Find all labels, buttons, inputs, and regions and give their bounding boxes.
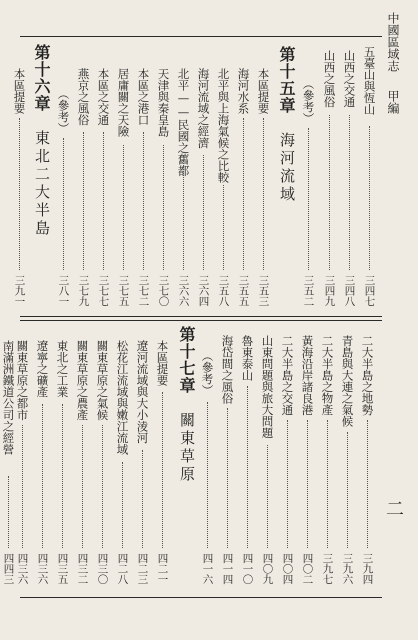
- toc-entry-page: 四〇九: [261, 553, 274, 585]
- toc-leader: [327, 420, 329, 548]
- chapter-number: 第十六章: [32, 44, 51, 112]
- toc-leader: [227, 408, 229, 548]
- toc-entry-page: 三九四: [361, 553, 374, 585]
- toc-entry-title: 遼河流域與大小淩河: [135, 340, 150, 444]
- toc-entry-title: 南滿洲鐵道公司之經營: [1, 340, 16, 455]
- toc-entry-title: （參考）: [56, 88, 71, 134]
- toc-leader: [143, 132, 145, 270]
- toc-leader: [42, 404, 44, 548]
- toc-entry-page: 四二一: [156, 553, 169, 585]
- toc-entry-page: 三六六: [177, 275, 190, 307]
- toc-leader: [102, 425, 104, 548]
- header-book-title: 中國區域志: [386, 12, 400, 72]
- toc-entry-page: 三九六: [341, 553, 354, 585]
- toc-entry-title: 燕京之風俗: [76, 68, 91, 126]
- toc-entry-page: 四三六: [36, 553, 49, 585]
- toc-leader: [163, 145, 165, 270]
- toc-entry-page: 四三六: [16, 553, 29, 585]
- toc-entry-title: 海岱間之風俗: [220, 335, 235, 404]
- toc-entry-page: 四〇四: [281, 553, 294, 585]
- toc-leader: [329, 115, 331, 270]
- toc-entry-page: 三四九: [323, 275, 336, 307]
- toc-entry-title: 松花江流域與嫩江流域: [115, 340, 130, 455]
- toc-leader: [263, 118, 265, 270]
- toc-entry-page: 三四八: [343, 275, 356, 307]
- toc-entry-page: 三五五: [237, 275, 250, 307]
- toc-leader: [183, 160, 185, 270]
- toc-entry-page: 四三〇: [96, 553, 109, 585]
- toc-entry-page: 三九七: [321, 553, 334, 585]
- toc-leader: [308, 128, 310, 270]
- toc-entry-title: 關東草原之都市: [15, 340, 30, 421]
- toc-leader: [287, 420, 289, 548]
- toc-leader: [307, 420, 309, 548]
- toc-entry-title: （參考）: [200, 350, 215, 396]
- toc-leader: [347, 432, 349, 548]
- toc-entry-page: 四一四: [221, 553, 234, 585]
- toc-entry-page: 四二三: [136, 553, 149, 585]
- toc-entry-title: 海河流域之經濟: [196, 68, 211, 149]
- toc-entry-title: 二大半島之交通: [280, 335, 295, 416]
- toc-entry-page: 四二八: [116, 553, 129, 585]
- toc-entry-page: 三七九: [77, 275, 90, 307]
- toc-entry-page: 三四七: [363, 275, 376, 307]
- toc-entry-title: 遼寧之礦產: [35, 340, 50, 398]
- toc-leader: [207, 402, 209, 548]
- toc-entry-page: 四一〇: [241, 553, 254, 585]
- bottom-rule: [20, 597, 382, 598]
- toc-entry-page: 三九一: [13, 275, 26, 307]
- toc-leader: [162, 392, 164, 548]
- toc-entry-title: 關東草原之農產: [75, 340, 90, 421]
- toc-entry-title: 本區提要: [155, 340, 170, 386]
- toc-entry-title: 本區之港口: [136, 68, 151, 126]
- chapter-number: 第十五章: [277, 46, 296, 114]
- toc-entry-title: 天津與秦皇島: [156, 68, 171, 137]
- toc-entry-page: 三六四: [197, 275, 210, 307]
- chapter-title: 東北二大半島: [33, 130, 51, 238]
- middle-rule-upper: [20, 316, 382, 317]
- toc-leader: [8, 476, 10, 548]
- toc-leader: [62, 404, 64, 548]
- toc-entry-page: 三七二: [137, 275, 150, 307]
- toc-leader: [247, 386, 249, 548]
- middle-rule-lower: [20, 320, 382, 321]
- toc-entry-title: 北平——民國之舊都: [176, 68, 191, 177]
- toc-entry-title: 山東問題與旅大問題: [260, 335, 275, 439]
- toc-entry-page: 四三二: [76, 553, 89, 585]
- toc-entry-page: 三七七: [97, 275, 110, 307]
- toc-entry-page: 四〇二: [301, 553, 314, 585]
- toc-leader: [367, 420, 369, 548]
- toc-leader: [19, 118, 21, 270]
- toc-leader: [203, 155, 205, 270]
- toc-entry-title: 黃海沿岸諸良港: [300, 335, 315, 416]
- toc-leader: [83, 132, 85, 270]
- toc-entry-title: 青島與大連之氣候: [340, 335, 355, 427]
- toc-entry-title: 山西之風俗: [322, 50, 337, 108]
- toc-entry-title: 居庸關之天險: [116, 68, 131, 137]
- toc-entry-title: 本區之交通: [96, 68, 111, 126]
- toc-entry-title: 海河水系: [236, 68, 251, 114]
- toc-leader: [349, 115, 351, 270]
- toc-leader: [369, 126, 371, 270]
- header-volume: 甲編: [386, 90, 400, 114]
- toc-entry-page: 四三五: [56, 553, 69, 585]
- toc-entry-title: 關東草原之氣候: [95, 340, 110, 421]
- toc-leader: [243, 118, 245, 270]
- toc-entry-page: 四一六: [201, 553, 214, 585]
- toc-entry-title: 山西之交通: [342, 50, 357, 108]
- toc-entry-title: 本區提要: [256, 68, 271, 114]
- toc-leader: [122, 462, 124, 548]
- toc-leader: [63, 138, 65, 270]
- toc-entry-page: 三五二: [302, 275, 315, 307]
- toc-entry-page: 三五八: [217, 275, 230, 307]
- toc-leader: [103, 132, 105, 270]
- toc-entry-title: 魯東泰山: [240, 335, 255, 381]
- toc-leader: [22, 425, 24, 548]
- toc-entry-title: 東北之工業: [55, 340, 70, 398]
- toc-entry-title: 本區提要: [12, 68, 27, 114]
- toc-leader: [142, 450, 144, 548]
- toc-entry-title: 二大半島之地勢: [360, 335, 375, 416]
- toc-entry-page: 三五三: [257, 275, 270, 307]
- toc-leader: [123, 145, 125, 270]
- toc-entry-title: 五臺山與恆山: [362, 46, 377, 115]
- toc-leader: [223, 185, 225, 270]
- page-number: 二: [386, 499, 404, 520]
- toc-entry-page: 三八一: [57, 275, 70, 307]
- toc-leader: [267, 445, 269, 548]
- toc-entry-title: 二大半島之物產: [320, 335, 335, 416]
- chapter-number: 第十七章: [177, 326, 196, 394]
- toc-entry-title: 北平與上海氣候之比較: [216, 68, 231, 183]
- toc-entry-page: 三七五: [117, 275, 130, 307]
- toc-entry-page: 三七〇: [157, 275, 170, 307]
- toc-leader: [82, 425, 84, 548]
- top-rule: [20, 36, 382, 37]
- chapter-title: 海河流域: [278, 132, 296, 204]
- toc-entry-title: （參考）: [301, 78, 316, 124]
- toc-entry-page: 四四三: [2, 553, 15, 585]
- chapter-title: 關東草原: [178, 412, 196, 484]
